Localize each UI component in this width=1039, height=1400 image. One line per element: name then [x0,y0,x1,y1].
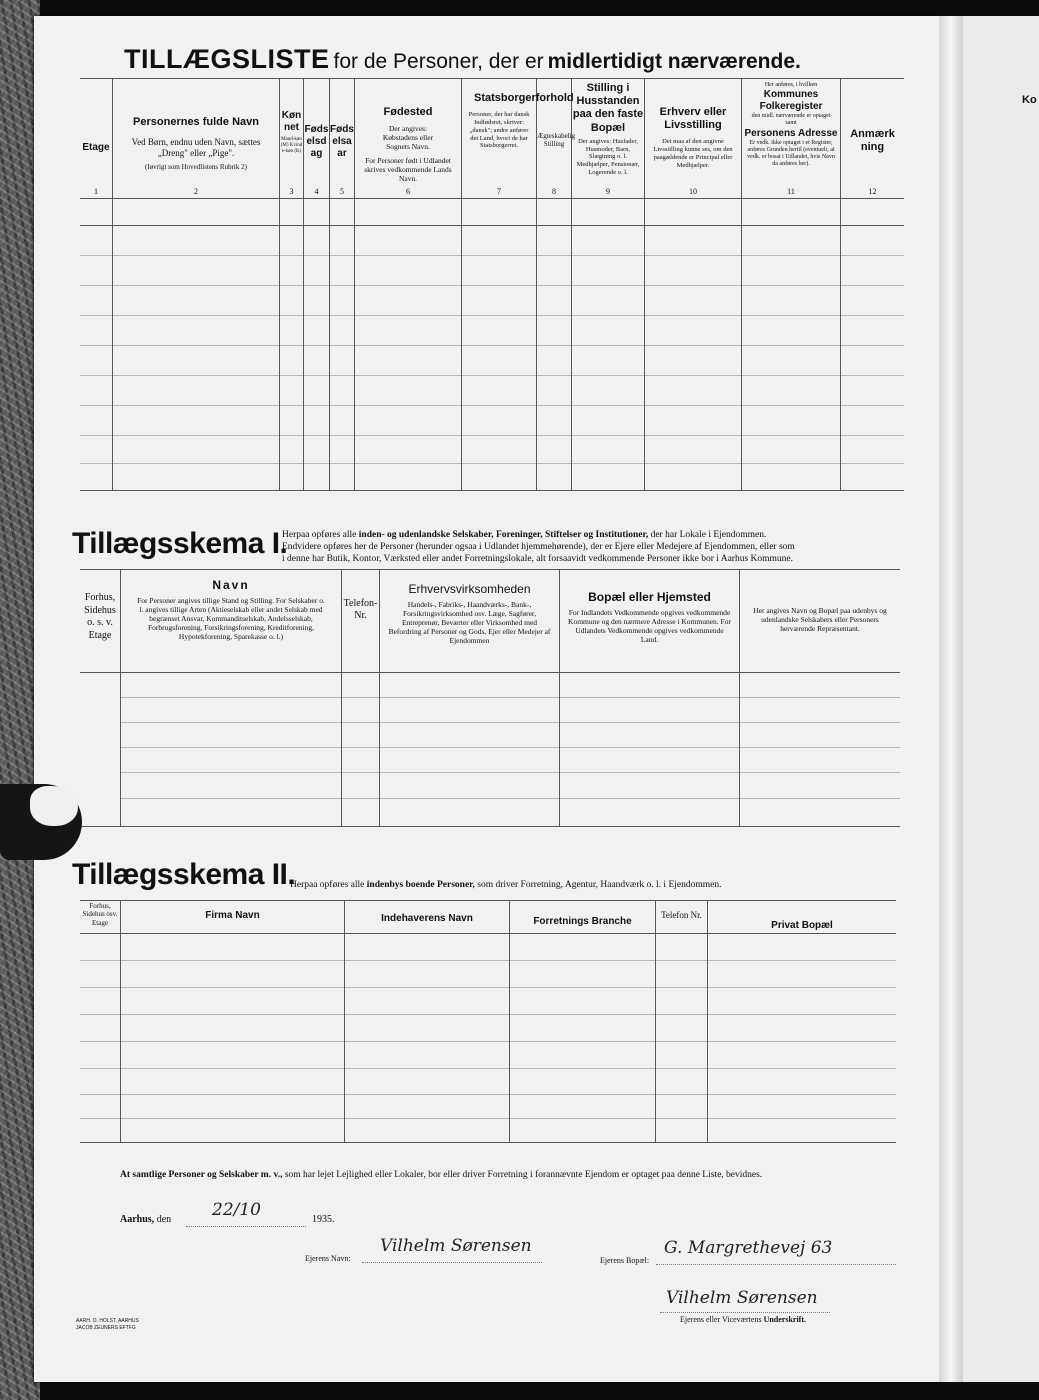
t3-row-rule [80,960,896,961]
signature-handwritten: Vilhelm Sørensen [666,1288,818,1308]
t3-header-rule [80,933,896,934]
t3-row-rule [80,1014,896,1015]
t3-row-rule [80,1068,896,1069]
t1-row-rule [80,435,904,436]
col-num: 6 [406,187,410,196]
signature-label: Ejerens eller Viceværtens Underskrift. [680,1315,807,1324]
col-foedselsaar: Fødselsaar [330,124,354,159]
t3-col-divider [509,900,510,1142]
signature-line [660,1312,830,1313]
owner-address-handwritten: G. Margrethevej 63 [664,1238,833,1258]
title-big: TILLÆGSLISTE [124,44,330,74]
col-anmaerkning: Anmærkning [850,128,895,154]
col-num: 2 [194,187,198,196]
s2-col-branche: Forretnings Branche [533,916,632,927]
t2-header-rule [80,672,900,673]
t3-col-divider [120,900,121,1142]
place-date: Aarhus, den [120,1214,172,1225]
s2-col-indehaver: Indehaverens Navn [381,913,473,924]
col-num: 7 [497,187,501,196]
owner-name-line [362,1262,542,1263]
s2-col-privat-bopael: Privat Bopæl [771,920,833,931]
t3-col-divider [655,900,656,1142]
date-handwritten: 22/10 [212,1200,261,1220]
t1-row-rule [80,255,904,256]
t1-row-rule [80,315,904,316]
s1-col-navn: Navn For Personer angives tillige Stand og Stilling. For Selskaber o. l. angives tillige Arten (Aktieselskab eller andet Selskab med begrænset Ansvar, Kommanditselskab, Andelsselskab, Forbrugsforening, Forsikringsforening, Kreditforening, Hypotekforening, Sparekasse o. l.) [137,578,325,642]
s1-col-repraesentant: Her angives Navn og Bopæl paa udenbys og udenlandske Selskabers eller Personers herværende Repræsentant. [753,606,887,633]
owner-name-label: Ejerens Navn: [305,1254,351,1263]
date-line [186,1226,306,1227]
owner-name-handwritten: Vilhelm Sørensen [380,1236,532,1256]
owner-address-label: Ejerens Bopæl: [600,1256,650,1265]
thumb-nail [30,786,78,826]
skema2-title: Tillægsskema II. [72,858,296,891]
book-gutter [939,16,963,1382]
t1-row-rule [80,375,904,376]
printer-imprint: AARH. O. HOLST, AARHUS JACOB ZEUNERS EFTFG [76,1318,139,1331]
t1-row-rule [80,285,904,286]
t3-col-divider [344,900,345,1142]
col-foedselsdag: Fødselsdag [304,124,329,159]
year: 1935. [312,1214,335,1225]
s2-col-etage: Forhus, Sidehus osv. Etage [82,902,118,927]
t1-row-rule [80,345,904,346]
t1-row-rule [80,225,904,226]
col-num: 10 [689,187,697,196]
s1-col-etage: Forhus, Sidehus o. s. v. Etage [84,592,116,641]
col-num: 3 [289,187,294,196]
t2-row-rule [120,772,900,773]
title-bold: midlertidigt nærværende. [547,50,801,73]
t2-row-rule [120,747,900,748]
statement: At samtlige Personer og Selskaber m. v., som har lejet Lejlighed eller Lokaler, bor eller driver Forretning i forannævnte Ejendom er optaget paa denne Liste, bevidnes. [120,1170,763,1180]
s2-col-firma: Firma Navn [205,910,260,921]
col-folkeregister: Her anføres, i hvilken Kommunes Folkeregister den midl. nærværende er optaget samt Personens Adresse Er vedk. ikke optaget i et Register, anføres Grunden hertil (eventuelt, at vedk. er bosat i Udlandet, hvis Navn da anføres her). [744,82,838,168]
s1-col-bopael: Bopæl eller Hjemsted For Indlandets Vedkommende opgives vedkommende Kommune og den nærmere Adresse i Kommunen. For Udlandets Vedkommende opgives vedkommende Land. [568,590,731,645]
owner-address-line [656,1264,896,1265]
t2-row-rule [120,697,900,698]
skema2-intro: Herpaa opføres alle indenbys boende Personer, som driver Forretning, Agentur, Haandværk o. l. i Ejendommen. [290,880,722,890]
s1-col-erhverv: Erhvervsvirksomheden Handels-, Fabriks-, Haandværks-, Bank-, Forsikringsvirksomhed osv. Læge, Sagfører, Entreprenør, Beværter eller Virksomhed med Befordring af Personer og Gods, Ejer eller Medejer af Ejendommen [388,582,551,646]
t3-row-rule [80,1118,896,1119]
col-num: 11 [787,187,795,196]
t2-top-border [80,569,900,570]
col-koennet: Kønnet Mand-køn (M) Kvinde-køn (K) [280,110,303,154]
title-mid: for de Personer, der er [333,50,544,73]
skema1-title: Tillægsskema I. [72,527,288,560]
t3-row-rule [80,987,896,988]
col-navn: Personernes fulde Navn Ved Børn, endnu uden Navn, sættes „Dreng" eller „Pige". (Iøvrigt som Hovedlistens Rubrik 2) [131,116,261,171]
t1-row-rule [80,405,904,406]
t1-row-rule [80,463,904,464]
tillaegsliste-title [124,44,801,75]
col-aegteskabelig: Ægteskabelig Stilling [537,132,576,149]
col-num: 9 [606,187,610,196]
next-page-fragment: Ko [1022,94,1037,106]
s2-col-telefon: Telefon Nr. [661,910,702,920]
t2-row-rule [120,798,900,799]
t1-header-rule [80,198,904,199]
col-foedested: Fødested Der angives: Købstadens eller Sognets Navn. For Personer født i Udlandet skrives vedkommende Lands Navn. [364,106,452,184]
col-erhverv: Erhverv eller Livsstilling Det maa af den angivne Livsstilling kunne ses, om den paagældende er Principal eller Medhjælper. [653,106,733,169]
col-num: 5 [340,187,344,196]
t3-top-border [80,900,896,901]
col-stilling: Stilling i Husstanden paa den faste Bopæl Der angives: Husfader, Husmoder, Barn, Slægtning o. l. Medhjælper, Pensionær, Logerende o. l. [572,82,644,176]
col-etage: Etage [82,142,110,153]
col-num: 4 [314,187,319,196]
t1-top-border [80,78,904,79]
next-page-edge [963,16,1039,1382]
col-statsborgerforhold: Statsborgerforhold Personer, der har dansk Indfødsret, skriver: „dansk"; andre anfører det Land, hvori de har Statsborgerret. [468,92,574,150]
col-num: 1 [94,187,98,196]
col-num: 12 [868,187,877,196]
t3-bottom-border [80,1142,896,1143]
t2-row-rule [120,722,900,723]
t3-row-rule [80,1094,896,1095]
t3-col-divider [707,900,708,1142]
t1-bottom-border [80,490,904,491]
col-num: 8 [552,187,556,196]
s1-col-telefon: Telefon-Nr. [343,598,378,621]
t2-bottom-border [80,826,900,827]
skema1-intro: Herpaa opføres alle inden- og udenlandske Selskaber, Foreninger, Stiftelser og Institutioner, der har Lokale i Ejendommen. Endvidere opføres her de Personer (herunder ogsaa i Udlandet hjemmehørende), der er Ejere eller Medejere af Ejendommen, eller som i denne har Butik, Kontor, Værksted eller andet Forretningslokale, alt forsaavidt vedkommende Personer ikke bor i Aarhus Kommune. [282,530,795,564]
t3-row-rule [80,1041,896,1042]
